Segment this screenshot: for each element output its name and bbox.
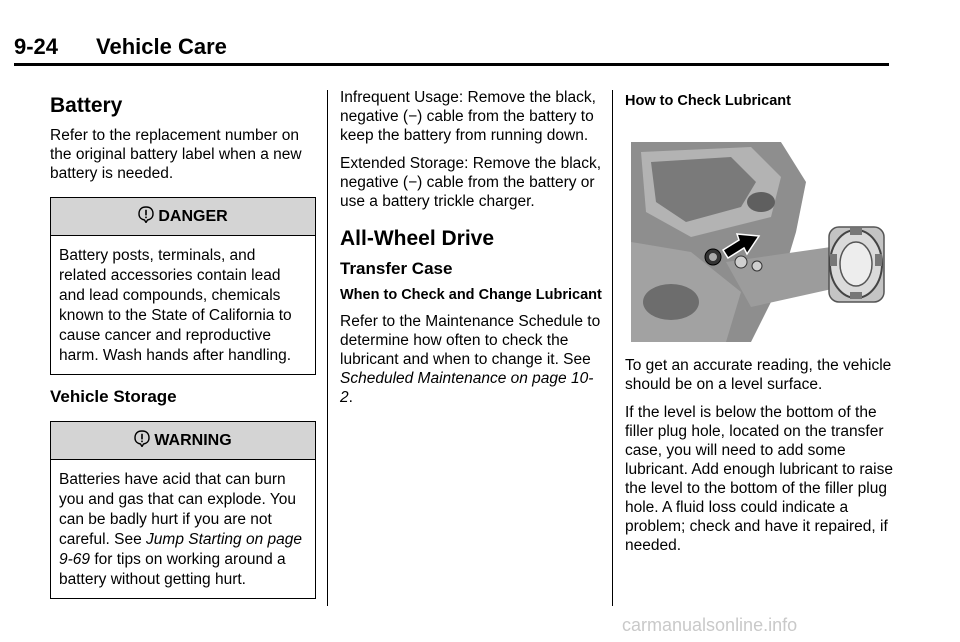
- column-3: [625, 88, 893, 564]
- warning-symbol-icon: [138, 206, 154, 223]
- vehicle-storage-heading: Vehicle Storage: [50, 387, 177, 406]
- battery-intro: Refer to the replacement number on the original battery label when a new battery is needed.: [50, 127, 302, 182]
- schedule-text-end: .: [348, 389, 353, 406]
- how-to-check-heading: How to Check Lubricant: [625, 93, 791, 109]
- transfer-case-heading: Transfer Case: [340, 259, 453, 278]
- when-to-check-heading: When to Check and Change Lubricant: [340, 287, 602, 303]
- column-divider: [327, 90, 328, 606]
- warning-header: [51, 422, 315, 460]
- danger-text: Battery posts, terminals, and related accessories contain lead and lead compounds, chemicals known to the State of California to cause cancer and reproductive harm. Wash hands after handling.: [59, 247, 292, 364]
- warning-label: WARNING: [154, 432, 232, 449]
- column-2: [340, 88, 602, 416]
- infrequent-usage-text: Infrequent Usage: Remove the black, negative (−) cable from the battery to keep the battery from running down.: [340, 89, 596, 144]
- jump-starting-link[interactable]: Jump Starting on page 9-69: [59, 531, 302, 568]
- warning-symbol-icon: [134, 430, 150, 447]
- filler-plug-text: If the level is below the bottom of the filler plug hole, located on the transfer case, you will need to add some lubricant. Add enough lubricant to raise the level to the bottom of the filler plug hole. A fluid loss could indicate a problem; check and have it repaired, if needed.: [625, 404, 893, 554]
- page-header: [14, 34, 227, 60]
- warning-text-end: for tips on working around a battery without getting hurt.: [59, 551, 286, 588]
- accurate-reading-text: To get an accurate reading, the vehicle should be on a level surface.: [625, 357, 892, 393]
- danger-label: DANGER: [158, 208, 228, 225]
- warning-box: [50, 421, 316, 599]
- warning-text: [51, 460, 315, 598]
- battery-heading: Battery: [50, 94, 123, 117]
- extended-storage-text: Extended Storage: Remove the black, negative (−) cable from the battery or use a battery trickle charger.: [340, 155, 602, 210]
- awd-heading: All-Wheel Drive: [340, 227, 495, 250]
- maintenance-schedule-text: [340, 312, 602, 407]
- scheduled-maintenance-link[interactable]: Scheduled Maintenance on page 10-2: [340, 370, 594, 406]
- warning-text-start: Batteries have acid that can burn you and gas that can explode. You can be badly hurt if you are not careful. See: [59, 471, 297, 548]
- danger-box: [50, 197, 316, 375]
- section-title: Vehicle Care: [96, 34, 227, 59]
- header-rule: [14, 63, 889, 66]
- schedule-text-start: Refer to the Maintenance Schedule to determine how often to check the lubricant and when to change it. See: [340, 313, 601, 368]
- watermark: carmanualsonline.info: [622, 615, 798, 635]
- danger-header: [51, 198, 315, 236]
- page-number: 9-24: [14, 34, 59, 59]
- transfer-case-illustration: [631, 142, 896, 342]
- column-divider: [612, 90, 613, 606]
- column-1: [50, 88, 316, 611]
